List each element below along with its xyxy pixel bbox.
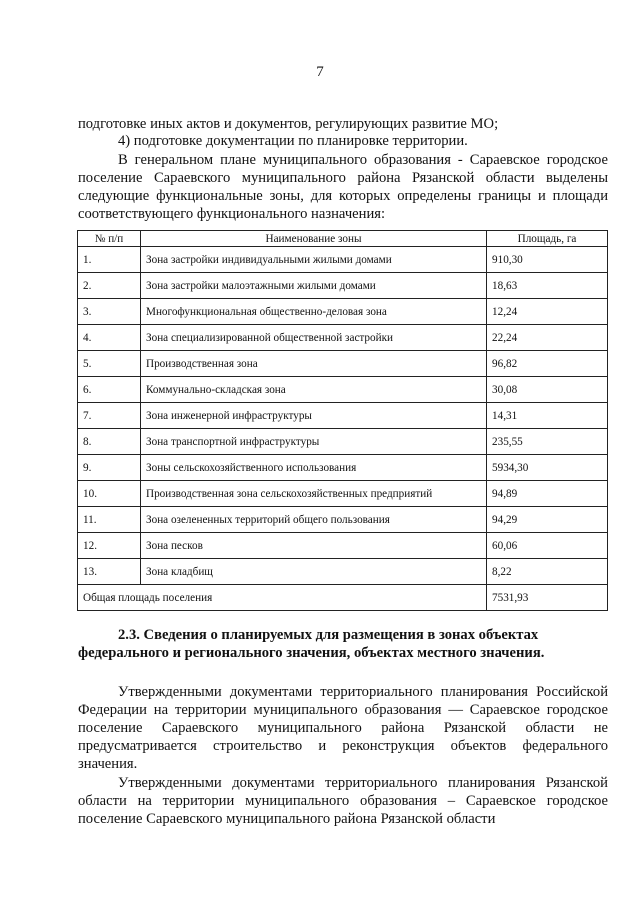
table-row (78, 455, 608, 481)
zones-table (77, 230, 608, 611)
table-row (78, 351, 608, 377)
table-row (78, 325, 608, 351)
table-header-row (78, 231, 608, 247)
table-row (78, 377, 608, 403)
row-area: 22,24 (487, 325, 608, 351)
row-number: 6. (78, 377, 141, 403)
paragraph-regional: Утвержденными документами территориального планирования Рязанской области на территории муниципального образования – Сараевское городское поселение Сараевского муниципального района Рязанской области (78, 775, 608, 827)
row-number: 7. (78, 403, 141, 429)
row-number: 5. (78, 351, 141, 377)
row-area: 94,89 (487, 481, 608, 507)
table-row (78, 403, 608, 429)
row-zone-name: Зона инженерной инфраструктуры (141, 403, 487, 429)
row-zone-name: Зоны сельскохозяйственного использования (141, 455, 487, 481)
table-row (78, 559, 608, 585)
row-area: 94,29 (487, 507, 608, 533)
header-number: № п/п (78, 231, 141, 247)
row-number: 12. (78, 533, 141, 559)
row-number: 4. (78, 325, 141, 351)
row-zone-name: Многофункциональная общественно-деловая зона (141, 299, 487, 325)
row-zone-name: Производственная зона (141, 351, 487, 377)
row-zone-name: Зона кладбищ (141, 559, 487, 585)
row-area: 96,82 (487, 351, 608, 377)
table-row (78, 273, 608, 299)
row-area: 8,22 (487, 559, 608, 585)
row-number: 1. (78, 247, 141, 273)
paragraph-continuation: подготовке иных актов и документов, регулирующих развитие МО; (78, 116, 499, 132)
row-area: 60,06 (487, 533, 608, 559)
table-row (78, 481, 608, 507)
paragraph-federal: Утвержденными документами территориального планирования Российской Федерации на территории муниципального образования — Сараевское городское поселение Сараевского муниципального района Рязанской области не предусматривается строительство и реконструкция объектов федерального значения. (78, 684, 608, 772)
row-area: 12,24 (487, 299, 608, 325)
row-number: 11. (78, 507, 141, 533)
table-row (78, 247, 608, 273)
table-row (78, 299, 608, 325)
row-area: 30,08 (487, 377, 608, 403)
total-value: 7531,93 (487, 585, 608, 611)
row-area: 235,55 (487, 429, 608, 455)
row-number: 9. (78, 455, 141, 481)
section-title: 2.3. Сведения о планируемых для размещения в зонах объектах федерального и регионального значения, объектах местного значения. (78, 627, 545, 661)
row-zone-name: Зона застройки малоэтажными жилыми домами (141, 273, 487, 299)
row-area: 910,30 (487, 247, 608, 273)
row-zone-name: Зона озелененных территорий общего пользования (141, 507, 487, 533)
row-zone-name: Зона транспортной инфраструктуры (141, 429, 487, 455)
row-area: 5934,30 (487, 455, 608, 481)
table-total-row (78, 585, 608, 611)
row-number: 3. (78, 299, 141, 325)
row-area: 18,63 (487, 273, 608, 299)
row-zone-name: Зона песков (141, 533, 487, 559)
total-label: Общая площадь поселения (78, 585, 487, 611)
row-zone-name: Зона застройки индивидуальными жилыми домами (141, 247, 487, 273)
row-number: 10. (78, 481, 141, 507)
table-row (78, 429, 608, 455)
row-number: 2. (78, 273, 141, 299)
header-area: Площадь, га (487, 231, 608, 247)
row-zone-name: Коммунально-складская зона (141, 377, 487, 403)
paragraph-intro: В генеральном плане муниципального образования - Сараевское городское поселение Сараевского муниципального района Рязанской области выделены следующие функциональные зоны, для которых определены границы и площади соответствующего функционального назначения: (78, 152, 608, 222)
row-zone-name: Зона специализированной общественной застройки (141, 325, 487, 351)
row-area: 14,31 (487, 403, 608, 429)
row-number: 13. (78, 559, 141, 585)
header-zone-name: Наименование зоны (141, 231, 487, 247)
row-zone-name: Производственная зона сельскохозяйственных предприятий (141, 481, 487, 507)
page-number: 7 (316, 64, 324, 80)
paragraph-item-4: 4) подготовке документации по планировке территории. (118, 133, 468, 149)
table-row (78, 507, 608, 533)
row-number: 8. (78, 429, 141, 455)
table-row (78, 533, 608, 559)
